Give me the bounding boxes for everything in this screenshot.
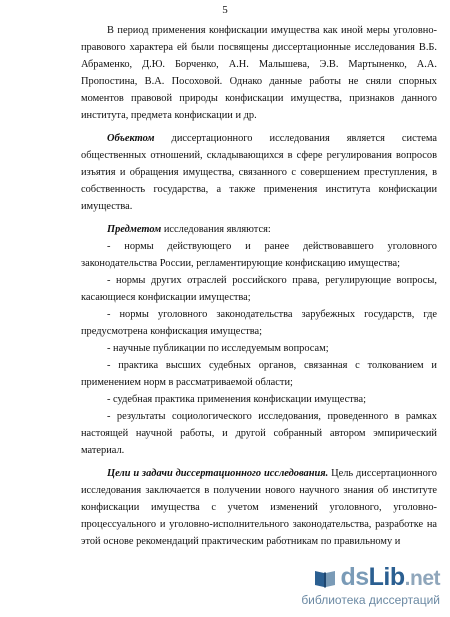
subject-term: Предметом — [107, 224, 162, 235]
list-item: - нормы уголовного законодательства зарубежных государств, где предусмотрена конфискация имущества; — [81, 309, 437, 337]
watermark-logo: dsLib.net — [340, 563, 440, 591]
paragraph-prior-research: В период применения конфискации имущества как иной меры уголовно-правового характера ей были посвящены диссертационные исследования В.Б. Абраменко, Д.Ю. Борченко, А.Н. Малышева, Э.В. Мартыненко, А.А. Пропостина, В.А. Посоховой. Однако данные работы не сняли спорных моментов правовой природы конфискации имущества, признаков данного института, предмета конфискации и др. — [81, 25, 437, 121]
list-item: - практика высших судебных органов, связанная с толкованием и применением норм в рассматриваемой области; — [81, 360, 437, 388]
book-icon — [313, 567, 337, 589]
subject-text: исследования являются: — [161, 224, 271, 235]
list-item: - судебная практика применения конфискации имущества; — [107, 394, 367, 405]
goals-term: Цели и задачи диссертационного исследования. — [107, 468, 329, 479]
goals-text: Цель диссертационного исследования заключается в получении нового научного знания об институте конфискации имущества с учетом изменений уголовного, уголовно-процессуального и уголовно-исполнительного законодательства, разработке на этой основе рекомендаций практическим работникам по правильному и — [81, 468, 437, 547]
page-number: 5 — [222, 4, 228, 16]
dslib-watermark — [301, 564, 440, 607]
watermark-subtitle: библиотека диссертаций — [301, 593, 440, 607]
object-text: диссертационного исследования является система общественных отношений, складывающихся в сфере регулирования вопросов изъятия и обращения имущества, связанного с совершением преступления, в собственность государства, а также применения института конфискации имущества. — [81, 133, 437, 212]
paragraph-goals — [81, 465, 437, 550]
list-item: - нормы действующего и ранее действовавшего уголовного законодательства России, регламентирующие конфискацию имущества; — [81, 241, 437, 269]
list-item: - результаты социологического исследования, проведенного в рамках настоящей научной работы, и другой собранный автором эмпирический материал. — [81, 411, 437, 456]
document-body — [81, 22, 437, 550]
list-item: - нормы других отраслей российского права, регулирующие вопросы, касающиеся конфискации имущества; — [81, 275, 437, 303]
paragraph-object — [81, 130, 437, 215]
list-item: - научные публикации по исследуемым вопросам; — [107, 343, 329, 354]
paragraph-subject — [81, 221, 437, 238]
object-term: Объектом — [107, 133, 155, 144]
